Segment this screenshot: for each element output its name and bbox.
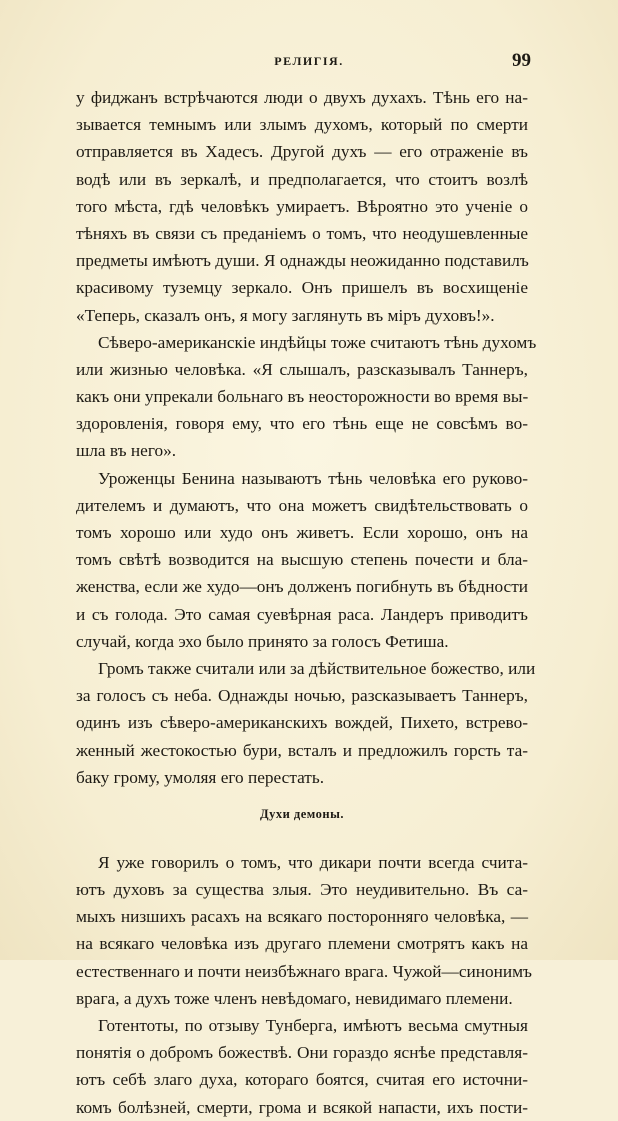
- text-line: понятія о добромъ божествѣ. Они гораздо яснѣе представля-: [76, 1043, 528, 1063]
- text-line: за голосъ съ неба. Однажды ночью, разсказываетъ Таннеръ,: [76, 686, 528, 706]
- text-line: или жизнью человѣка. «Я слышалъ, разсказывалъ Таннеръ,: [76, 359, 528, 379]
- text-line: ютъ себѣ злаго духа, котораго боятся, считая его источни-: [76, 1070, 528, 1090]
- text-line: красивому туземцу зеркало. Онъ пришелъ въ восхищеніе: [76, 278, 528, 298]
- text-line: предметы имѣютъ души. Я однажды неожиданно подставилъ: [76, 251, 529, 271]
- text-line: того мѣста, гдѣ человѣкъ умираетъ. Вѣроятно это ученіе о: [76, 196, 528, 216]
- text-line: случай, когда эхо было принято за голосъ Фетиша.: [76, 631, 449, 651]
- paragraph: [76, 84, 528, 329]
- text-line: какъ они упрекали больнаго въ неосторожности во время вы-: [76, 387, 529, 407]
- paragraph: [76, 849, 532, 1012]
- text-line: женный жестокостью бури, всталъ и предложилъ горсть та-: [76, 740, 528, 760]
- text-line: зывается темнымъ или злымъ духомъ, который по смерти: [76, 115, 528, 135]
- paragraph: [76, 1012, 528, 1121]
- paragraph: [76, 655, 536, 791]
- paragraph: [76, 329, 537, 465]
- text-line: естественнаго и почти неизбѣжнаго врага. Чужой—синонимъ: [76, 961, 532, 981]
- text-line: на всякаго человѣка изъ другаго племени смотрятъ какъ на: [76, 934, 528, 954]
- body-text: [76, 84, 537, 1121]
- text-line: «Теперь, сказалъ онъ, я могу заглянуть въ міръ духовъ!».: [76, 305, 495, 325]
- text-line: Готентоты, по отзыву Тунберга, имѣютъ весьма смутныя: [98, 1016, 528, 1035]
- text-line: у фиджанъ встрѣчаются люди о двухъ духахъ. Тѣнь его на-: [76, 88, 528, 107]
- text-line: врага, а духъ тоже членъ невѣдомаго, невидимаго племени.: [76, 988, 513, 1008]
- text-line: томъ свѣтѣ возводится на высшую степень почести и бла-: [76, 550, 528, 570]
- text-line: баку грому, умоляя его перестать.: [76, 767, 325, 787]
- text-line: Громъ также считали или за дѣйствительное божество, или: [98, 658, 536, 678]
- page-number: 99: [512, 50, 531, 71]
- text-line: шла въ него».: [76, 441, 177, 461]
- text-line: отправляется въ Хадесъ. Другой духъ — его отраженіе въ: [76, 142, 528, 162]
- text-line: тѣняхъ въ связи съ преданіемъ о томъ, что неодушевленные: [76, 223, 528, 243]
- text-line: Сѣверо-американскіе индѣйцы тоже считаютъ тѣнь духомъ: [98, 332, 537, 352]
- text-line: Я уже говорилъ о томъ, что дикари почти всегда счита-: [98, 852, 528, 872]
- text-line: водѣ или въ зеркалѣ, и предполагается, что стоитъ возлѣ: [76, 169, 528, 189]
- text-line: женства, если же худо—онъ долженъ погибнуть въ бѣдности: [76, 577, 528, 597]
- text-line: дителемъ и думаютъ, что она можетъ свидѣтельствовать о: [76, 495, 528, 515]
- running-title: РЕЛИГІЯ.: [274, 54, 344, 68]
- paragraph: [76, 465, 528, 655]
- text-line: ютъ духовъ за существа злыя. Это неудивительно. Въ са-: [76, 880, 528, 900]
- text-line: одинъ изъ сѣверо-американскихъ вождей, Пихето, встрево-: [76, 713, 528, 733]
- section-heading: Духи демоны.: [260, 806, 344, 821]
- text-line: здоровленія, говоря ему, что его тѣнь еще не совсѣмъ во-: [76, 414, 528, 434]
- text-line: комъ болѣзней, смерти, грома и всякой напасти, ихъ пости-: [76, 1097, 528, 1117]
- page-header: [0, 50, 618, 72]
- text-line: Уроженцы Бенина называютъ тѣнь человѣка его руково-: [98, 468, 528, 488]
- text-line: и съ голода. Это самая суевѣрная раса. Ландеръ приводитъ: [76, 604, 528, 624]
- text-line: томъ хорошо или худо онъ живетъ. Если хорошо, онъ на: [76, 523, 528, 542]
- text-line: мыхъ низшихъ расахъ на всякаго посторонняго человѣка, —: [76, 907, 528, 927]
